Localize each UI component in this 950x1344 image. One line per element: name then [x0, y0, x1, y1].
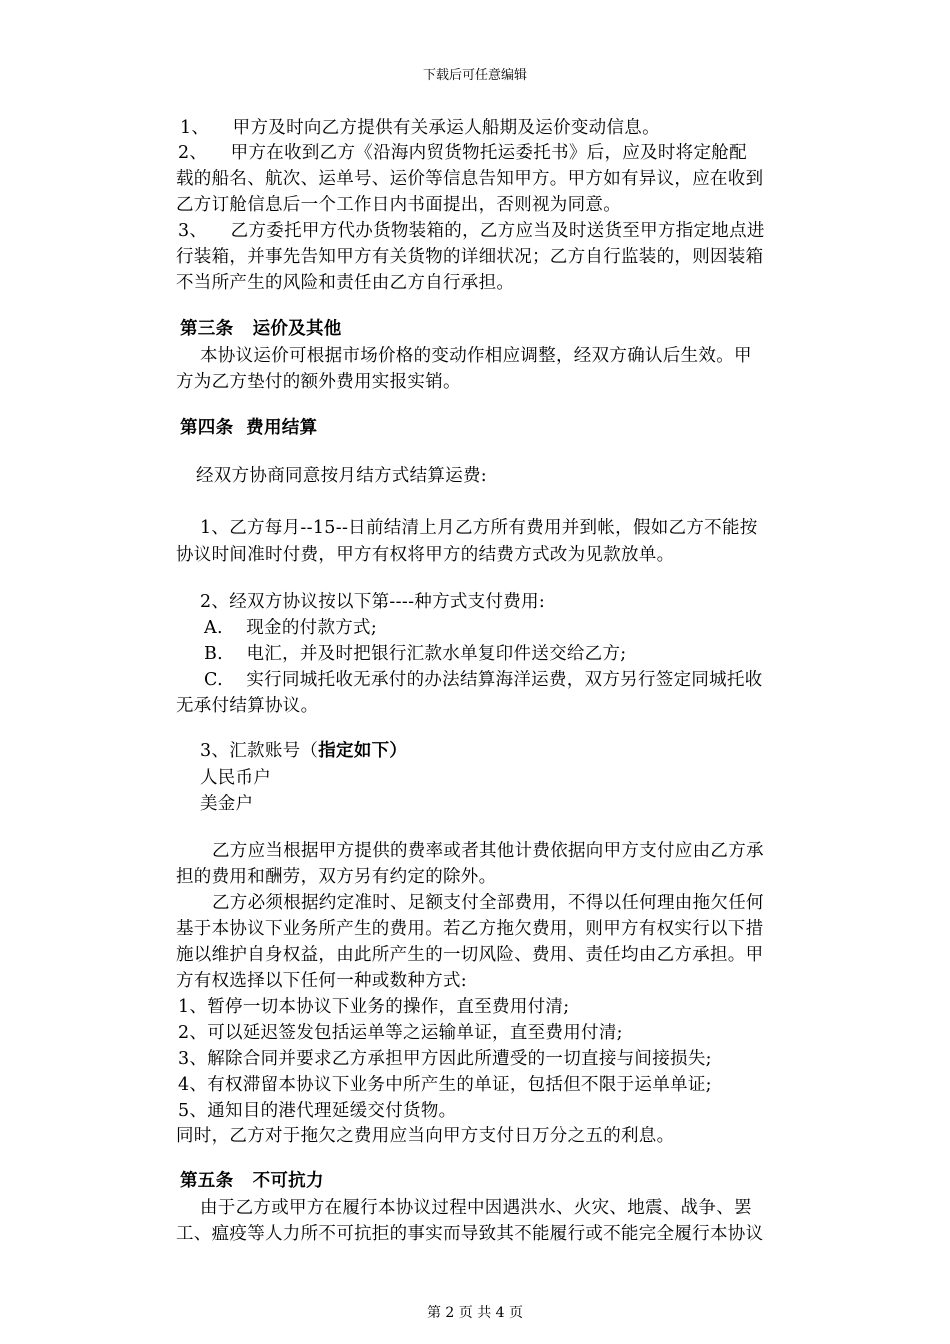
text-line	[200, 737, 407, 762]
section-heading	[180, 1167, 324, 1192]
line-text: 第四条 费用结算	[180, 418, 318, 438]
text-line	[176, 243, 763, 268]
line-text: 方有权选择以下任何一种或数种方式:	[176, 971, 467, 991]
line-text: 方为乙方垫付的额外费用实报实销。	[176, 372, 461, 392]
line-text: 人民币户	[200, 768, 272, 788]
text-line	[204, 666, 763, 691]
line-text: 由于乙方或甲方在履行本协议过程中因遇洪水、火灾、地震、战争、罢	[200, 1198, 752, 1218]
line-text: 担的费用和酬劳，双方另有约定的除外。	[176, 867, 497, 887]
text-line	[176, 863, 496, 888]
line-text: B. 电汇，并及时把银行汇款水单复印件送交给乙方;	[204, 644, 627, 664]
text-line	[176, 1220, 763, 1245]
text-line	[176, 541, 674, 566]
line-text: 1、暂停一切本协议下业务的操作，直至费用付清;	[178, 997, 570, 1017]
line-text: 2、可以延迟签发包括运单等之运输单证，直至费用付清;	[178, 1023, 623, 1043]
text-line	[176, 941, 763, 966]
line-text: 无承付结算协议。	[176, 696, 319, 716]
section-heading	[180, 315, 342, 340]
line-text: 2、经双方协议按以下第----种方式支付费用:	[200, 592, 546, 612]
section-heading	[180, 414, 317, 439]
text-line	[200, 514, 758, 539]
line-text: 1、乙方每月--15--日前结清上月乙方所有费用并到帐，假如乙方不能按	[200, 518, 758, 538]
text-line	[200, 1194, 752, 1219]
line-text: 协议时间准时付费，甲方有权将甲方的结费方式改为见款放单。	[176, 545, 675, 565]
line-text: A. 现金的付款方式;	[204, 618, 378, 638]
text-line	[200, 588, 545, 613]
line-text: 本协议运价可根据市场价格的变动作相应调整，经双方确认后生效。甲	[200, 346, 752, 366]
text-line	[204, 640, 626, 665]
text-line	[178, 1071, 712, 1096]
line-text: 施以维护自身权益，由此所产生的一切风险、费用、责任均由乙方承担。甲	[176, 945, 764, 965]
line-text: 工、瘟疫等人力所不可抗拒的事实而导致其不能履行或不能完全履行本协议	[176, 1224, 764, 1244]
text-line	[176, 191, 621, 216]
text-line	[200, 342, 752, 367]
text-line	[180, 114, 660, 139]
line-text: 3、 乙方委托甲方代办货物装箱的，乙方应当及时送货至甲方指定地点进	[178, 221, 765, 241]
text-line	[176, 165, 763, 190]
line-text: 经双方协商同意按月结方式结算运费:	[196, 466, 487, 486]
line-text: 行装箱，并事先告知甲方有关货物的详细状况；乙方自行监装的，则因装箱	[176, 247, 764, 267]
text-line	[178, 1045, 712, 1070]
text-line	[176, 1122, 674, 1147]
line-text: 美金户	[200, 794, 254, 814]
line-text: 同时，乙方对于拖欠之费用应当向甲方支付日万分之五的利息。	[176, 1126, 675, 1146]
text-line	[178, 993, 569, 1018]
line-text: 不当所产生的风险和责任由乙方自行承担。	[176, 273, 515, 293]
text-line	[176, 915, 763, 940]
page-footer: 第 2 页 共 4 页	[426, 1305, 524, 1321]
line-text-bold: 指定如下）	[318, 741, 408, 761]
text-line	[178, 1097, 456, 1122]
line-text: C. 实行同城托收无承付的办法结算海洋运费，双方另行签定同城托收	[204, 670, 763, 690]
text-line	[200, 790, 253, 815]
text-line	[204, 614, 377, 639]
line-text: 4、有权滞留本协议下业务中所产生的单证，包括但不限于运单单证;	[178, 1075, 712, 1095]
text-line	[176, 692, 318, 717]
line-text: 乙方必须根据约定准时、足额支付全部费用，不得以任何理由拖欠任何	[212, 893, 764, 913]
text-line	[212, 837, 764, 862]
line-text: 基于本协议下业务所产生的费用。若乙方拖欠费用，则甲方有权实行以下措	[176, 919, 764, 939]
line-text: 第五条 不可抗力	[180, 1171, 324, 1191]
line-text: 乙方订舱信息后一个工作日内书面提出，否则视为同意。	[176, 195, 621, 215]
text-line	[178, 139, 747, 164]
text-line	[176, 368, 461, 393]
line-text: 5、通知目的港代理延缓交付货物。	[178, 1101, 457, 1121]
line-text: 3、解除合同并要求乙方承担甲方因此所遭受的一切直接与间接损失;	[178, 1049, 712, 1069]
line-text: 载的船名、航次、运单号、运价等信息告知甲方。甲方如有异议，应在收到	[176, 169, 764, 189]
line-text: 3、汇款账号（	[200, 741, 319, 761]
text-line	[176, 269, 514, 294]
page-header: 下载后可任意编辑	[422, 68, 527, 83]
text-line	[200, 764, 271, 789]
text-line	[196, 462, 487, 487]
text-line	[212, 889, 764, 914]
line-text: 第三条 运价及其他	[180, 319, 342, 339]
line-text: 乙方应当根据甲方提供的费率或者其他计费依据向甲方支付应由乙方承	[212, 841, 764, 861]
line-text: 1、 甲方及时向乙方提供有关承运人船期及运价变动信息。	[180, 118, 660, 138]
text-line	[178, 1019, 623, 1044]
text-line	[176, 967, 467, 992]
text-line	[178, 217, 765, 242]
line-text: 2、 甲方在收到乙方《沿海内贸货物托运委托书》后，应及时将定舱配	[178, 143, 747, 163]
